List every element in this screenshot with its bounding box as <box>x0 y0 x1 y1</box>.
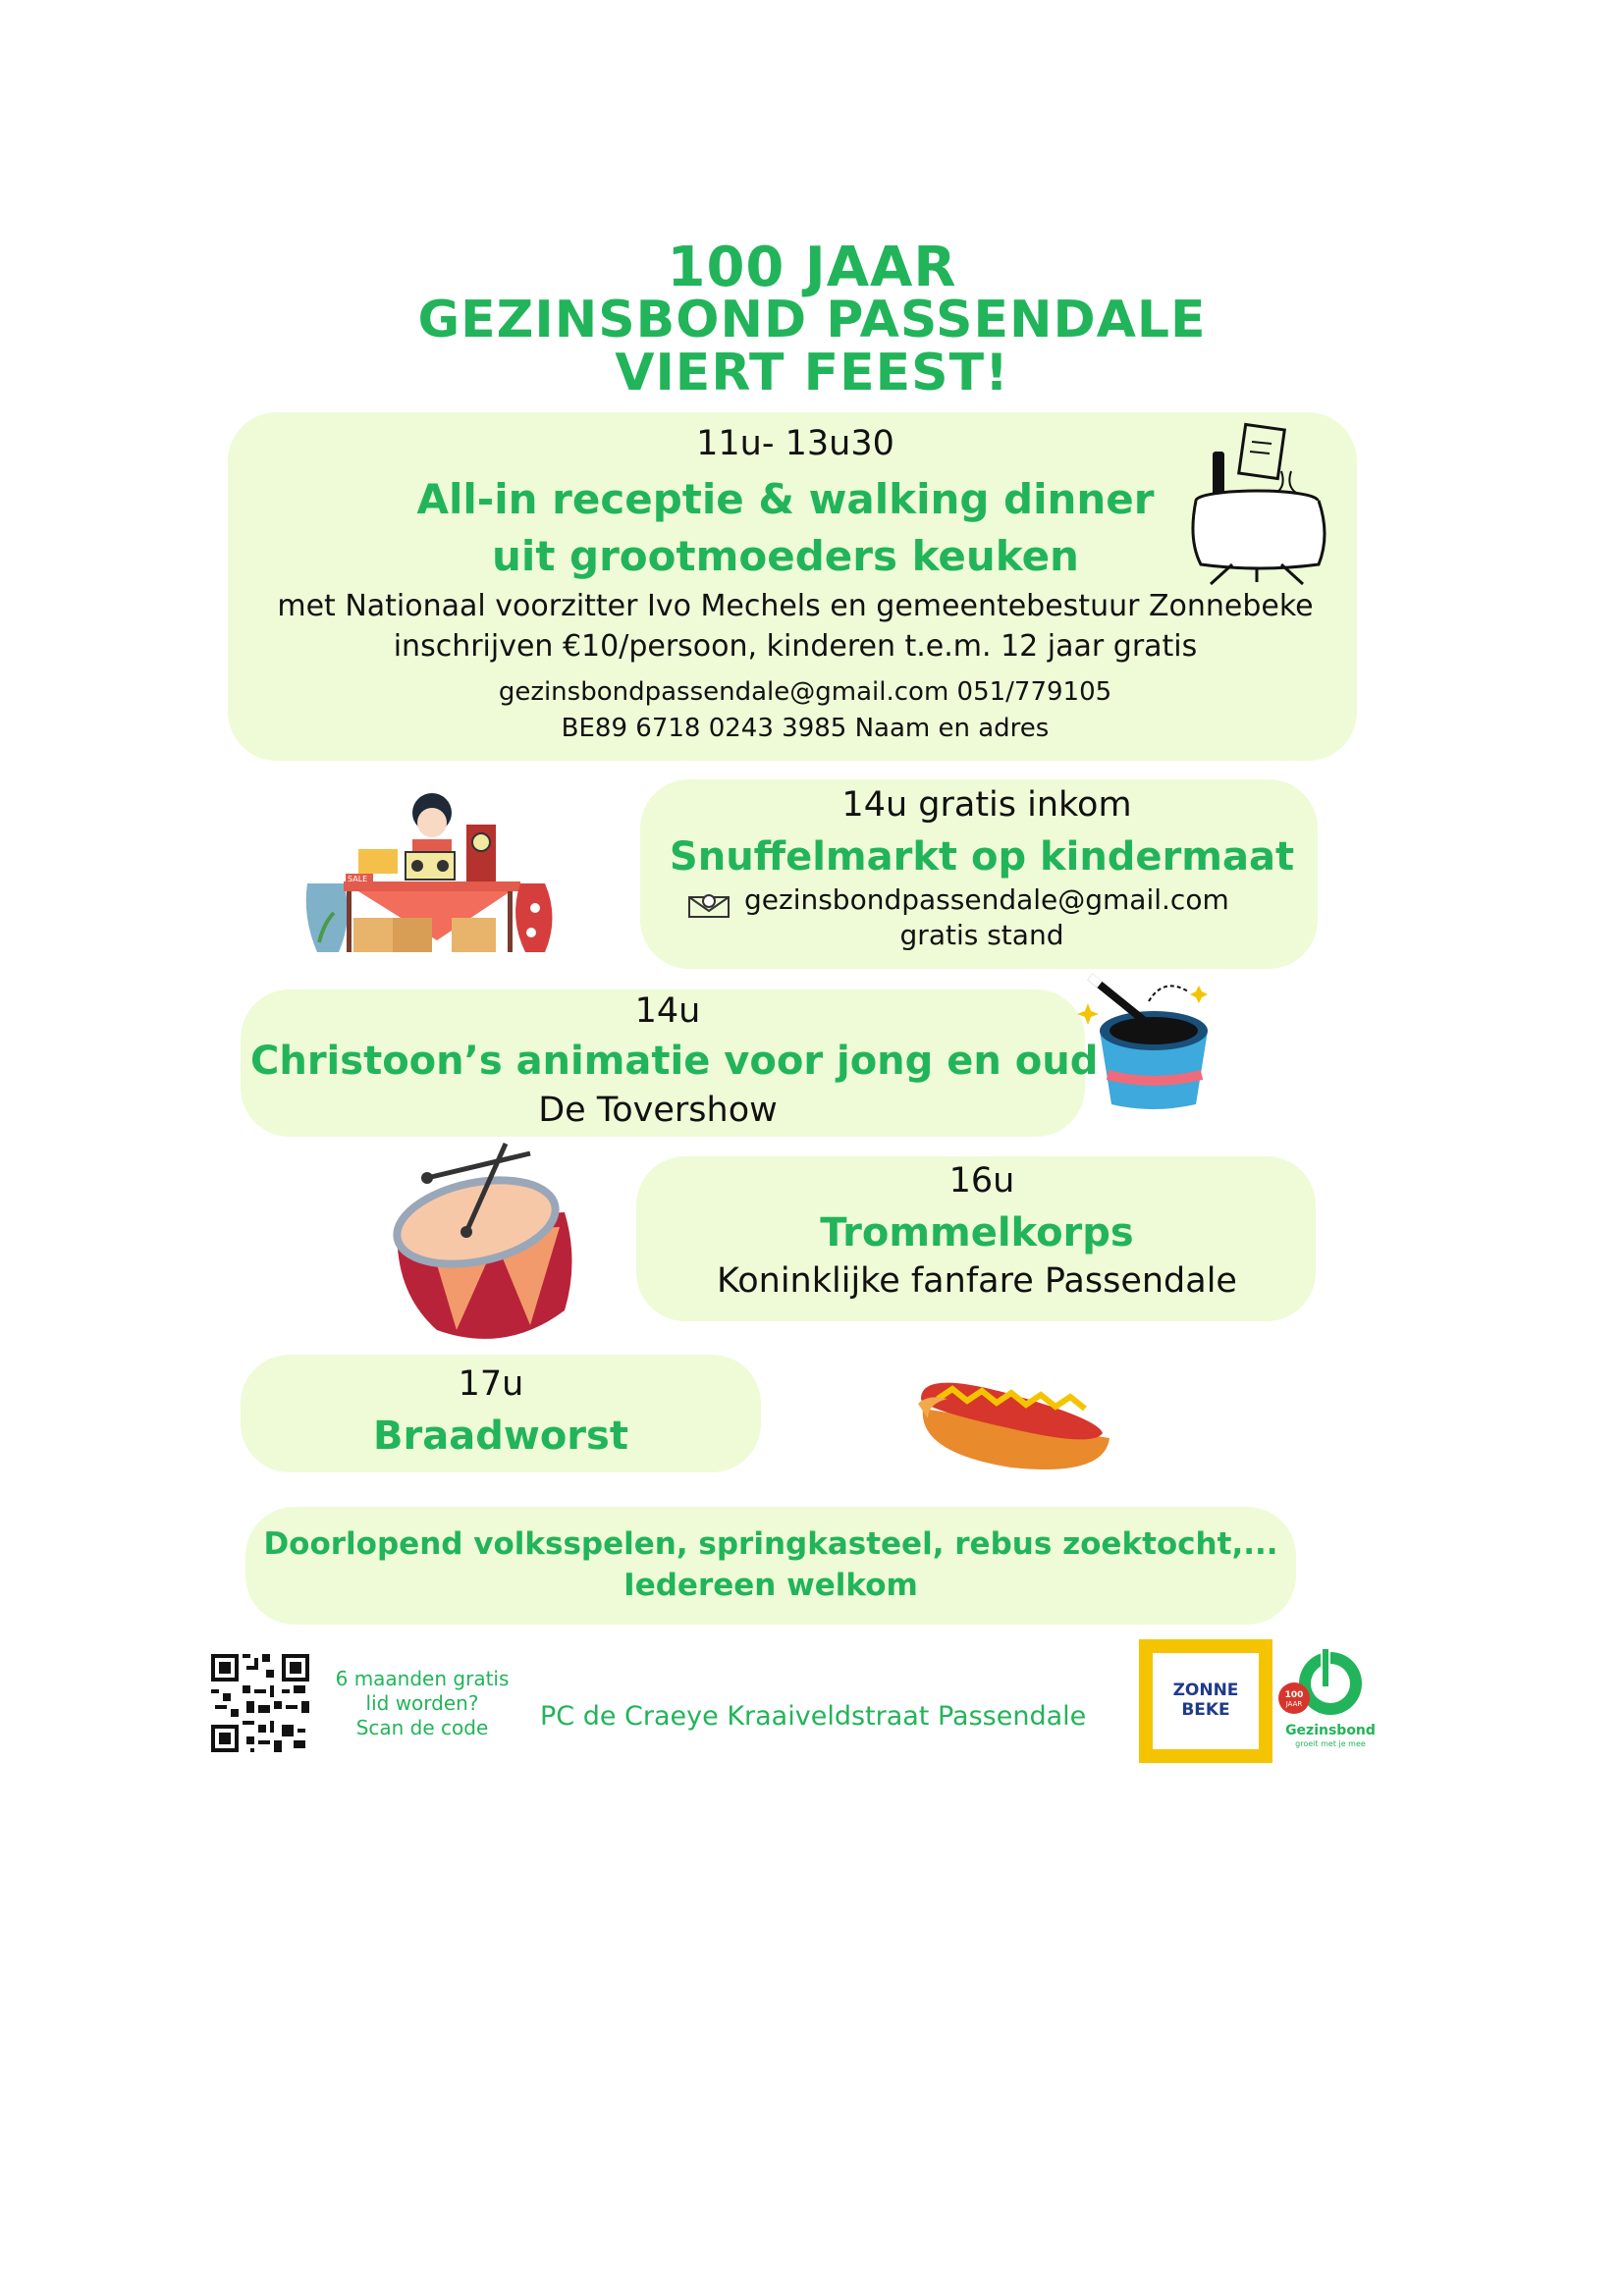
market-stall-icon <box>299 795 550 957</box>
email-icon <box>687 889 731 919</box>
qr-caption-3: Scan de code <box>355 1716 489 1739</box>
show-time: 14u <box>634 991 701 1031</box>
reception-detail-2: inschrijven €10/persoon, kinderen t.e.m. 12 jaar gratis <box>393 629 1198 664</box>
market-email[interactable]: gezinsbondpassendale@gmail.com <box>744 883 1229 916</box>
ongoing-line-2: Iedereen welkom <box>623 1568 918 1603</box>
show-title: Christoon’s animatie voor jong en oud <box>250 1039 1099 1084</box>
sausage-time: 17u <box>458 1364 524 1404</box>
gezinsbond-badge-bottom: JAAR <box>1285 1700 1303 1708</box>
qr-caption-1: 6 maanden gratis <box>335 1667 510 1690</box>
dinner-table-icon <box>1173 422 1330 584</box>
gezinsbond-logo <box>1276 1644 1375 1752</box>
location-text: PC de Craeye Kraaiveldstraat Passendale <box>540 1701 1087 1732</box>
gezinsbond-logo-tagline: groeit met je mee <box>1295 1739 1366 1748</box>
header-line-3: VIERT FEEST! <box>615 344 1009 402</box>
market-title: Snuffelmarkt op kindermaat <box>669 834 1295 880</box>
sausage-title: Braadworst <box>373 1414 628 1459</box>
drums-title: Trommelkorps <box>820 1210 1134 1255</box>
gezinsbond-badge-top: 100 <box>1284 1690 1304 1700</box>
ongoing-line-1: Doorlopend volksspelen, springkasteel, rebus zoektocht,... <box>263 1526 1278 1562</box>
zonnebeke-logo <box>1139 1639 1272 1763</box>
zonnebeke-logo-text-2: BEKE <box>1181 1700 1230 1720</box>
reception-contact[interactable]: gezinsbondpassendale@gmail.com 051/779105 <box>498 677 1112 707</box>
hotdog-icon <box>913 1360 1114 1472</box>
reception-title-1: All-in receptie & walking dinner <box>416 475 1155 523</box>
market-note: gratis stand <box>899 919 1064 951</box>
drum-icon <box>388 1139 584 1345</box>
drums-subtitle: Koninklijke fanfare Passendale <box>717 1261 1237 1301</box>
qr-code[interactable] <box>211 1654 309 1752</box>
market-time: 14u gratis inkom <box>841 785 1132 825</box>
qr-caption-2: lid worden? <box>365 1691 479 1715</box>
reception-title-2: uit grootmoeders keuken <box>492 532 1079 580</box>
gezinsbond-logo-name: Gezinsbond <box>1285 1723 1376 1738</box>
reception-detail-1: met Nationaal voorzitter Ivo Mechels en gemeentebestuur Zonnebeke <box>277 589 1314 623</box>
magic-hat-icon <box>1080 972 1227 1119</box>
reception-bank: BE89 6718 0243 3985 Naam en adres <box>561 714 1050 743</box>
drums-time: 16u <box>948 1161 1015 1201</box>
header-line-2: GEZINSBOND PASSENDALE <box>417 291 1207 349</box>
header-line-1: 100 JAAR <box>667 236 957 299</box>
show-subtitle: De Tovershow <box>538 1091 778 1130</box>
zonnebeke-logo-text-1: ZONNE <box>1172 1681 1239 1700</box>
reception-time: 11u- 13u30 <box>696 424 894 463</box>
sale-tag: SALE <box>348 875 368 883</box>
ongoing-box <box>245 1507 1296 1625</box>
